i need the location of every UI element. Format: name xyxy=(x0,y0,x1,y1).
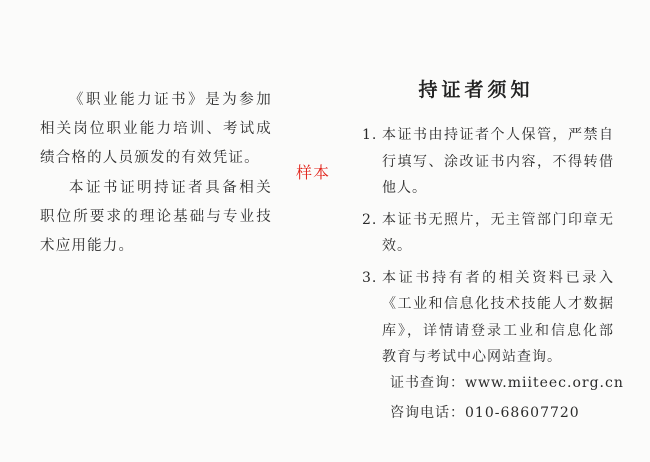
sample-stamp: 样本 xyxy=(296,163,331,182)
notice-text: 本证书由持证者个人保管，严禁自行填写、涂改证书内容，不得转借他人。 xyxy=(382,127,614,196)
notice-number: 1. xyxy=(362,127,378,143)
notice-item-3 xyxy=(362,265,614,371)
consult-phone-row xyxy=(390,398,624,428)
phone-number: 010-68607720 xyxy=(465,405,580,421)
query-label: 证书查询： xyxy=(390,375,465,391)
description-paragraph-1: 《职业能力证书》是为参加相关岗位职业能力培训、考试成绩合格的人员颁发的有效凭证。 xyxy=(40,92,272,166)
query-website[interactable]: www.miiteec.org.cn xyxy=(465,375,624,391)
certificate-query-row xyxy=(390,368,624,398)
phone-label: 咨询电话： xyxy=(390,405,465,421)
notice-text: 本证书无照片，无主管部门印章无效。 xyxy=(382,211,614,254)
notice-list xyxy=(362,122,614,376)
certificate-description xyxy=(40,86,272,261)
notice-number: 2. xyxy=(362,211,378,228)
notice-item-1 xyxy=(362,122,614,202)
contact-info xyxy=(390,368,624,428)
notice-title: 持证者须知 xyxy=(418,79,534,101)
notice-item-2 xyxy=(362,207,614,260)
notice-number: 3. xyxy=(362,269,378,286)
description-paragraph-2: 本证书证明持证者具备相关职位所要求的理论基础与专业技术应用能力。 xyxy=(40,180,272,254)
notice-text: 本证书持有者的相关资料已录入《工业和信息化技术技能人才数据库》，详情请登录工业和信息化部教育与考试中心网站查询。 xyxy=(382,269,614,365)
